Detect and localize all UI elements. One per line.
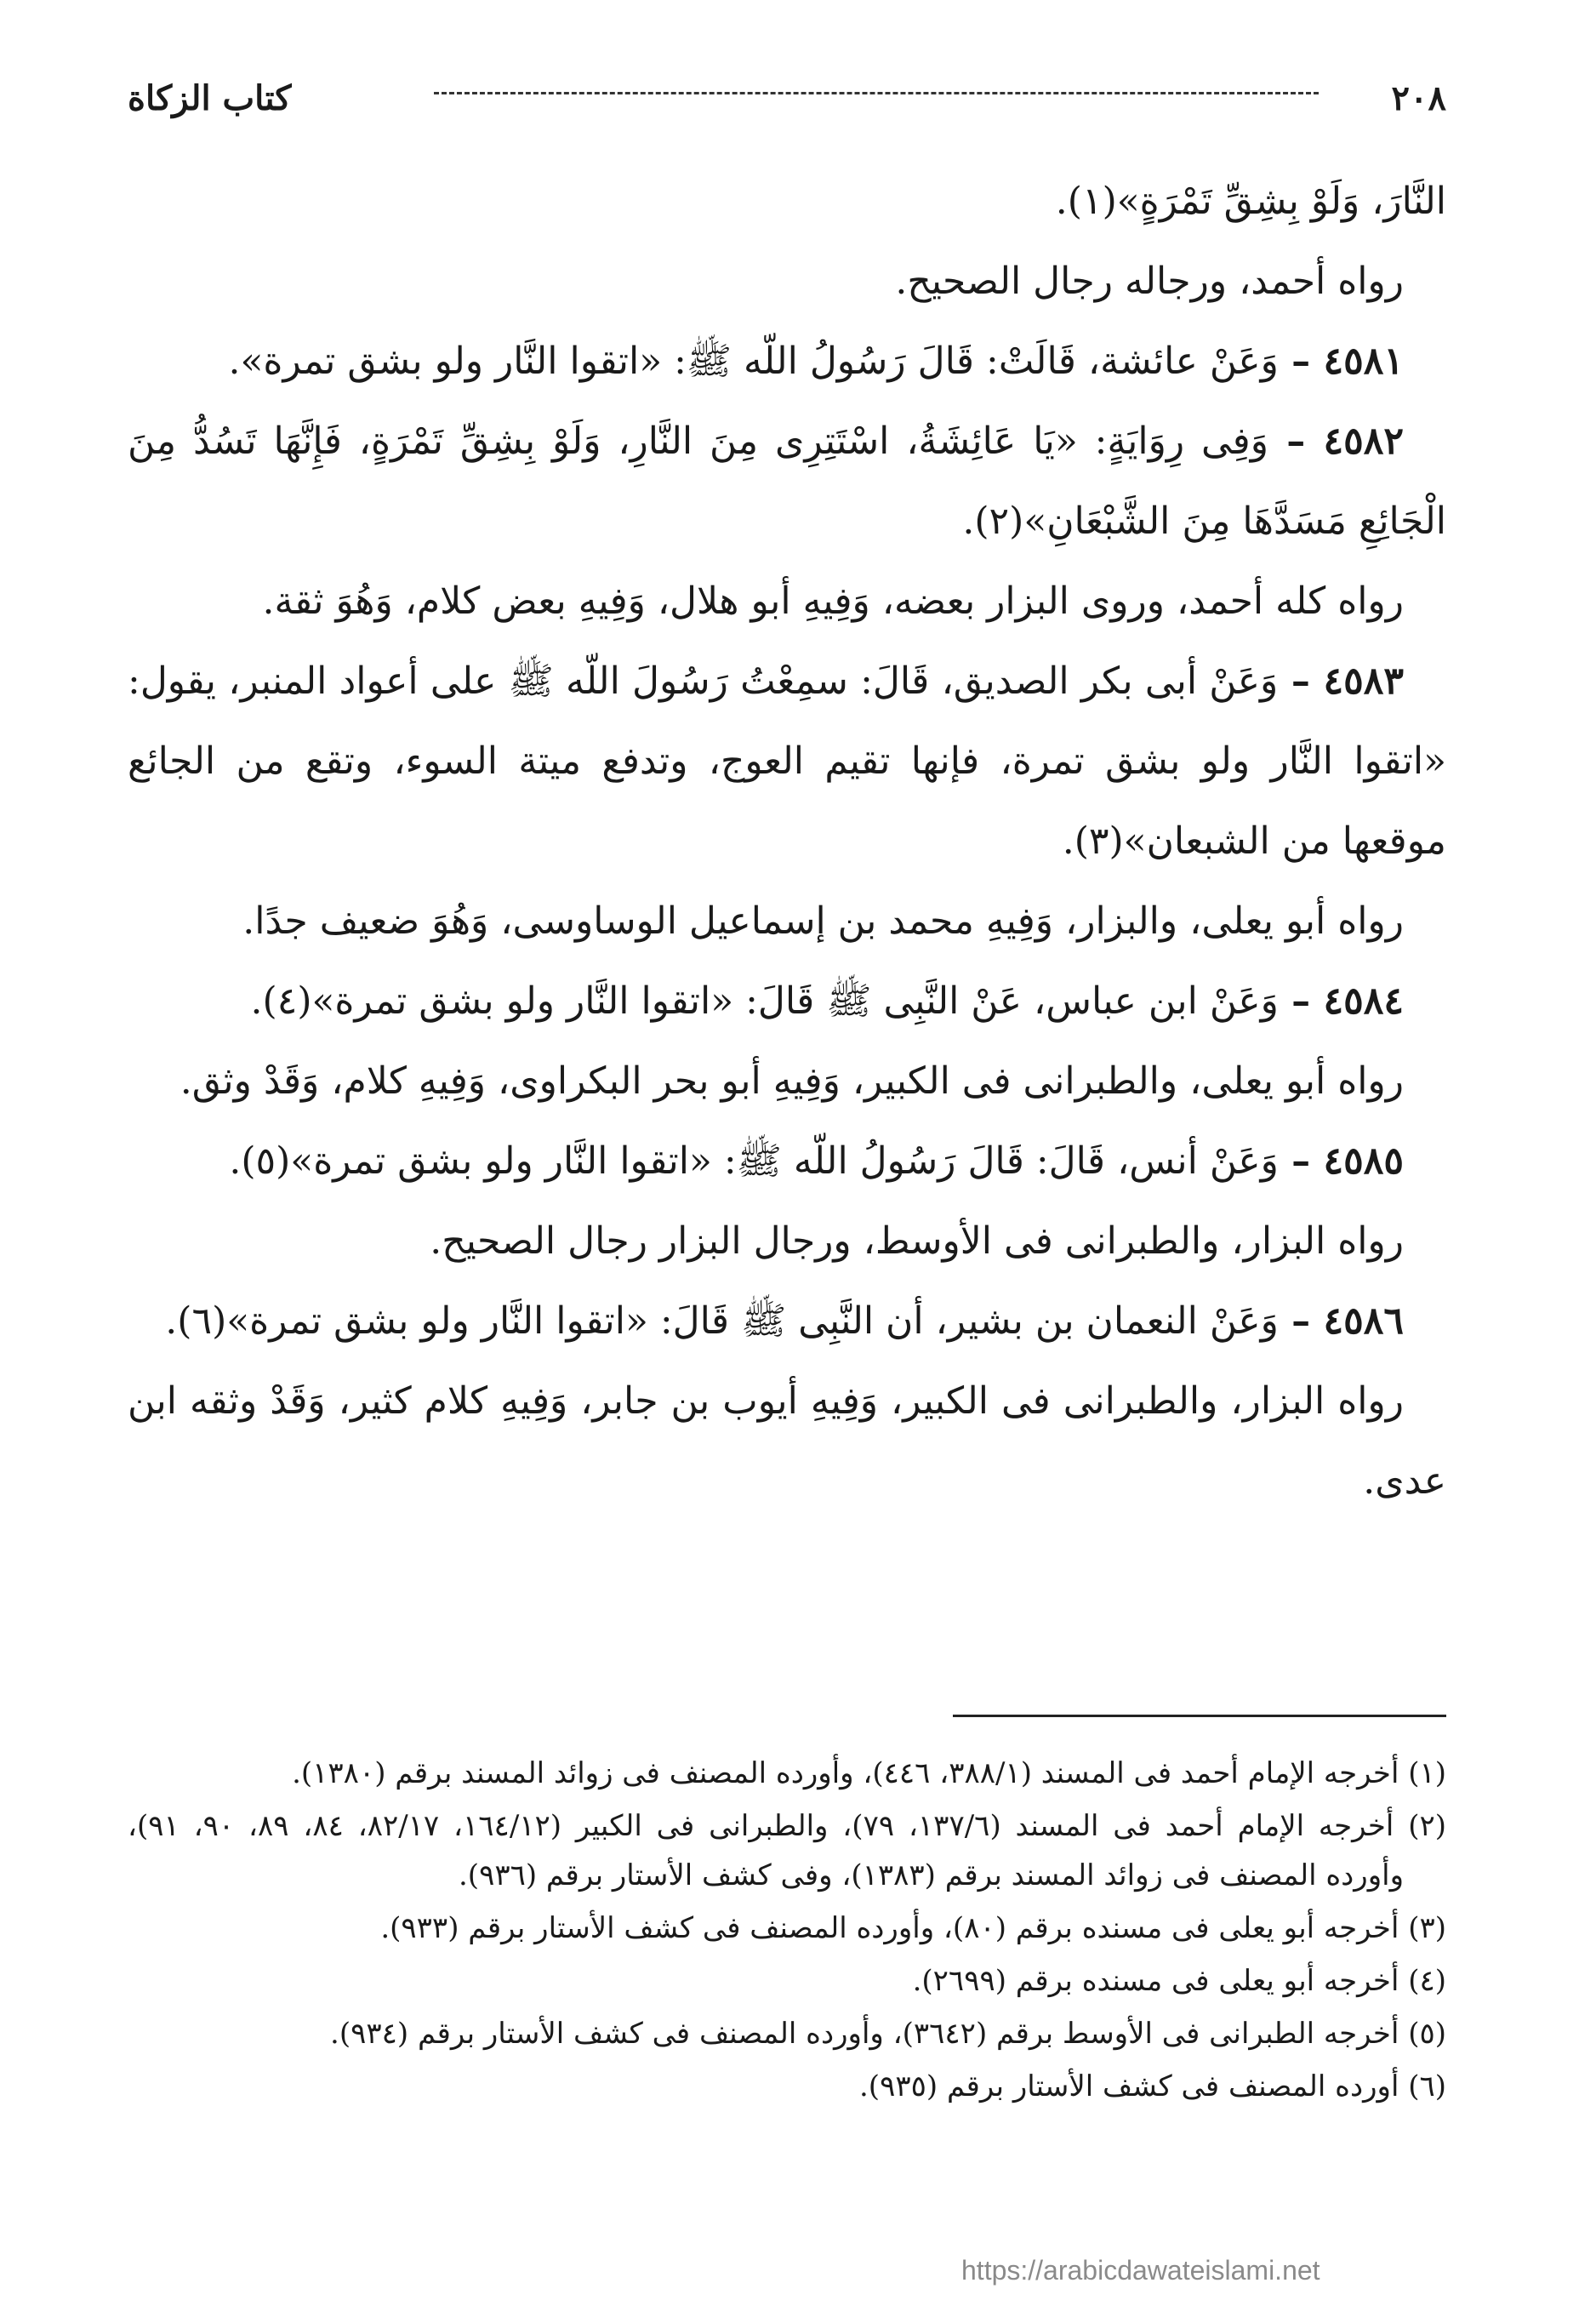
book-title: كتاب الزكاة [128,78,292,118]
main-text [128,162,1446,1521]
paragraph-text: رواه أحمد، ورجاله رجال الصحيح. [895,260,1404,303]
footnote-separator [953,1715,1446,1717]
paragraph-text: وَعَنْ أنس، قَالَ: قَالَ رَسُولُ اللّه ﷺ: «اتقوا النَّار ولو بشق تمرة»(٥). [229,1139,1279,1183]
paragraph-text: وَعَنْ عائشة، قَالَتْ: قَالَ رَسُولُ اللّه ﷺ: «اتقوا النَّار ولو بشق تمرة». [228,340,1279,383]
book-page [128,68,1446,2297]
paragraph-text: وَعَنْ أبى بكر الصديق، قَالَ: سمِعْتُ رَسُولَ اللّه ﷺ على أعواد المنبر، يقول: «اتقوا النَّار ولو بشق تمرة، فإنها تقيم العوج، وتدفع ميتة السوء، وتقع من الجائع موقعها من الشبعان»(٣). [128,659,1446,863]
page-number: ٢٠٨ [1391,78,1446,118]
paragraph-text: رواه البزار، والطبرانى فى الكبير، وَفِيهِ أيوب بن جابر، وَفِيهِ كلام كثير، وَقَدْ وثقه ابن عدى. [128,1379,1446,1503]
footnote: (٦) أورده المصنف فى كشف الأستار برقم (٩٣٥). [859,2069,1446,2103]
paragraph [128,1201,1446,1281]
footnote: (٢) أخرجه الإمام أحمد فى المسند (١٣٧/٦، ٧٩)، والطبرانى فى الكبير (١٦٤/١٢، ٨٢/١٧، ٨٤، ٨٩، ٩٠، ٩١)، وأورده المصنف فى زوائد المسند برقم (١٣٨٣)، وفى كشف الأستار برقم (٩٣٦). [128,1809,1447,1892]
paragraph [128,242,1446,322]
paragraph-text: وَعَنْ النعمان بن بشير، أن النَّبِى ﷺ قَالَ: «اتقوا النَّار ولو بشق تمرة»(٦). [165,1299,1279,1343]
paragraph [128,962,1446,1042]
hadith-number: ٤٥٨٥ – [1278,1139,1404,1183]
paragraph [128,402,1446,562]
hadith-number: ٤٥٨٤ – [1278,979,1404,1023]
footnotes [128,1749,1446,2115]
paragraph-text: النَّارَ، وَلَوْ بِشِقِّ تَمْرَةٍ»(١). [1055,180,1446,223]
paragraph-text: وَفِى رِوَايَةٍ: «يَا عَائِشَةُ، اسْتَتِرِى مِنَ النَّارِ، وَلَوْ بِشِقِّ تَمْرَةٍ، فَإِنَّهَا تَسُدُّ مِنَ الْجَائِعِ مَسَدَّهَا مِنَ الشَّبْعَانِ»(٢). [128,420,1446,543]
paragraph [128,1122,1446,1201]
paragraph-text: رواه كله أحمد، وروى البزار بعضه، وَفِيهِ أبو هلال، وَفِيهِ بعض كلام، وَهُوَ ثقة. [262,579,1404,623]
paragraph [128,1042,1446,1122]
hadith-number: ٤٥٨٦ – [1278,1299,1404,1343]
paragraph-text: رواه البزار، والطبرانى فى الأوسط، ورجال البزار رجال الصحيح. [430,1219,1404,1263]
footnote: (١) أخرجه الإمام أحمد فى المسند (٣٨٨/١، ٤٤٦)، وأورده المصنف فى زوائد المسند برقم (١٣٨٠). [292,1756,1446,1790]
paragraph [128,162,1446,242]
hadith-number: ٤٥٨١ – [1278,340,1404,383]
paragraph [128,322,1446,402]
paragraph [128,642,1446,882]
paragraph [128,562,1446,642]
hadith-number: ٤٥٨٢ – [1268,420,1404,463]
paragraph [128,1281,1446,1361]
header-dashed-rule [434,92,1319,94]
footnote: (٥) أخرجه الطبرانى فى الأوسط برقم (٣٦٤٢)، وأورده المصنف فى كشف الأستار برقم (٩٣٤). [330,2017,1446,2051]
footnote: (٤) أخرجه أبو يعلى فى مسنده برقم (٢٦٩٩). [912,1964,1446,1998]
paragraph [128,882,1446,962]
paragraph-text: رواه أبو يعلى، والبزار، وَفِيهِ محمد بن إسماعيل الوساوسى، وَهُوَ ضعيف جدًا. [242,899,1404,943]
paragraph-text: وَعَنْ ابن عباس، عَنْ النَّبِى ﷺ قَالَ: «اتقوا النَّار ولو بشق تمرة»(٤). [250,979,1279,1023]
hadith-number: ٤٥٨٣ – [1278,659,1404,703]
footnote: (٣) أخرجه أبو يعلى فى مسنده برقم (٨٠)، وأورده المصنف فى كشف الأستار برقم (٩٣٣). [380,1911,1446,1945]
paragraph-text: رواه أبو يعلى، والطبرانى فى الكبير، وَفِيهِ أبو بحر البكراوى، وَفِيهِ كلام، وَقَدْ وثق. [180,1059,1404,1103]
paragraph [128,1361,1446,1521]
running-header [128,68,1446,128]
watermark-url: https://arabicdawateislami.net [961,2255,1320,2286]
